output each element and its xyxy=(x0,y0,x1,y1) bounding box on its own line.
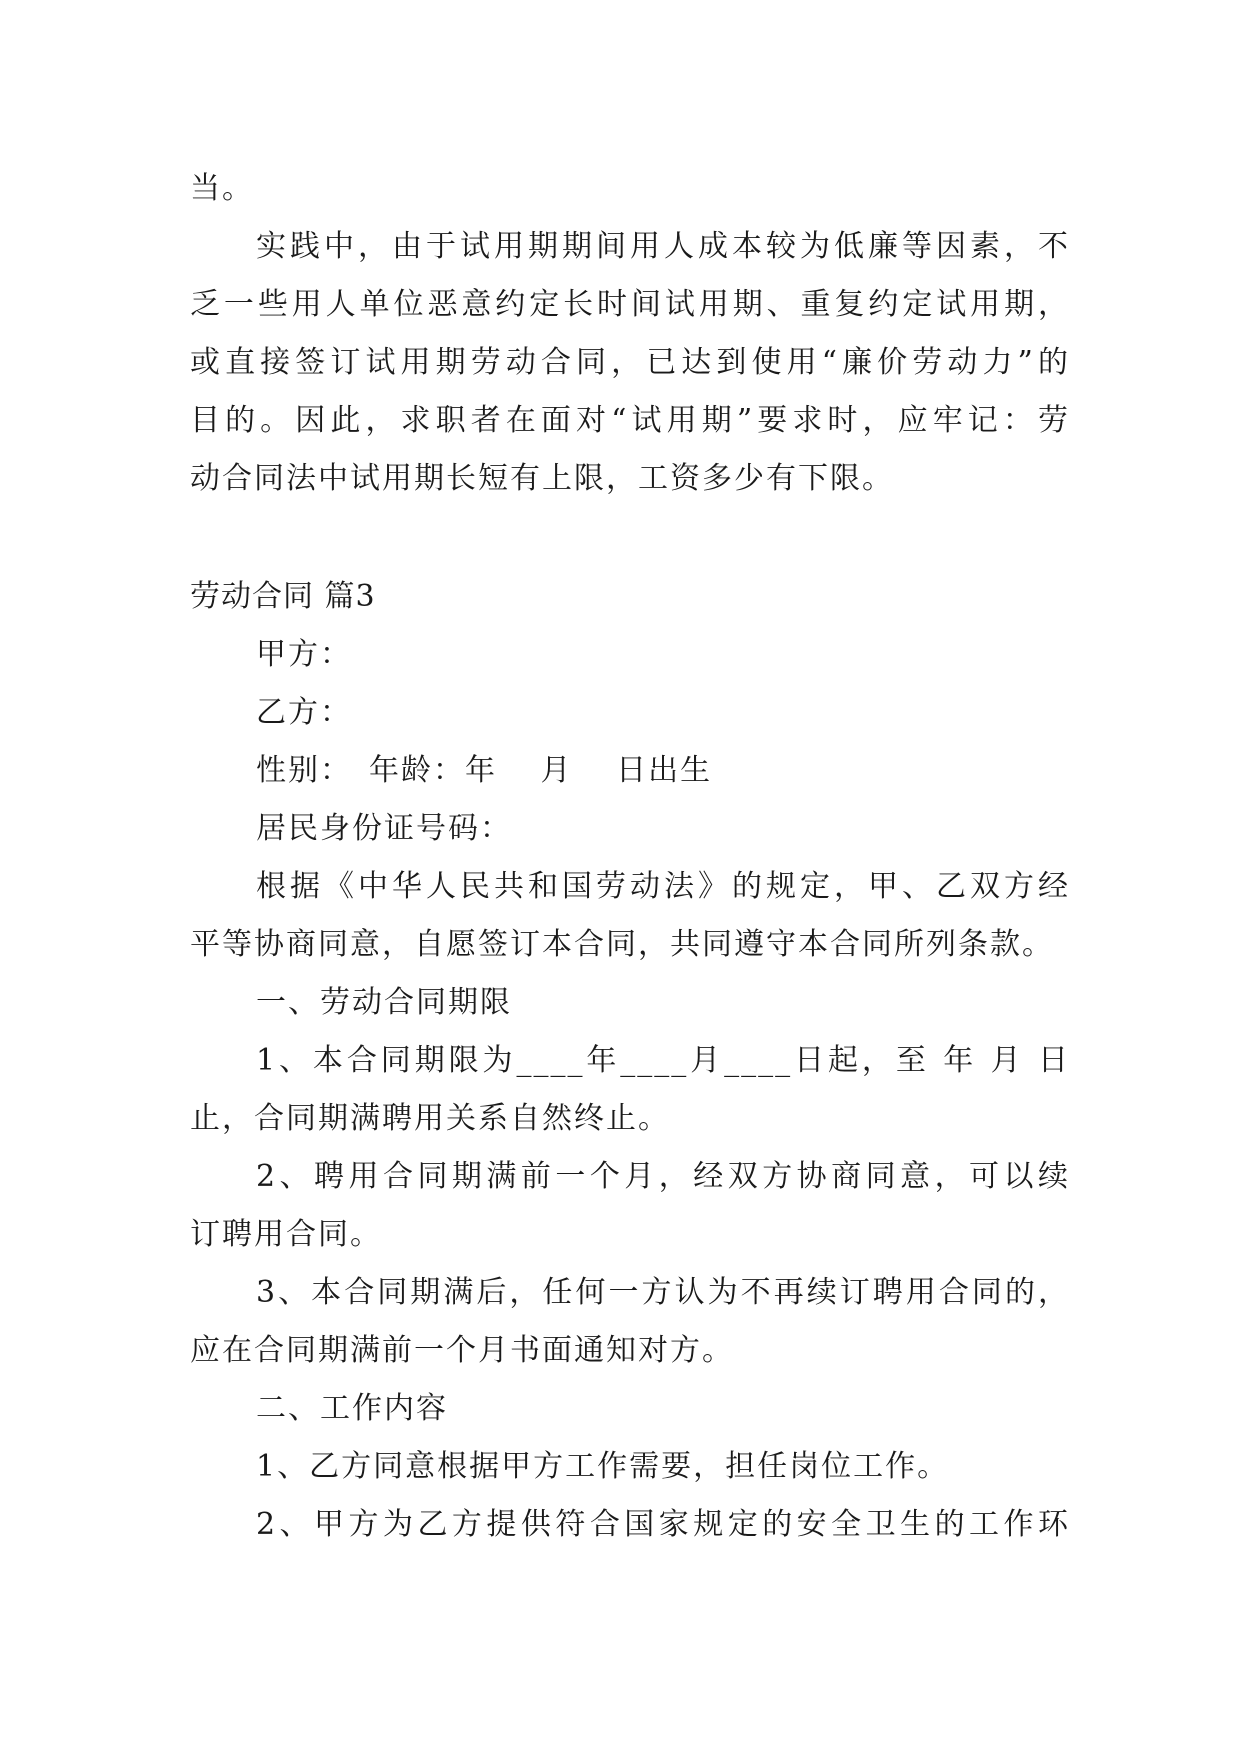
text-line: 根据《中华人民共和国劳动法》的规定，甲、乙双方经 xyxy=(256,869,1070,904)
text-line: 2、甲方为乙方提供符合国家规定的安全卫生的工作环 xyxy=(256,1507,1070,1542)
clause-heading: 二、工作内容 xyxy=(256,1391,448,1426)
text-line: 止，合同期满聘用关系自然终止。 xyxy=(190,1101,670,1136)
text-line: 实践中，由于试用期期间用人成本较为低廉等因素，不 xyxy=(256,229,1070,264)
party-b-label: 乙方： xyxy=(256,695,352,730)
text-line: 动合同法中试用期长短有上限，工资多少有下限。 xyxy=(190,461,894,496)
document-page xyxy=(190,160,1070,1554)
section-title: 劳动合同 篇3 xyxy=(190,579,376,614)
clause-heading: 一、劳动合同期限 xyxy=(256,985,512,1020)
gender-age-line: 性别： 年龄：年 月 日出生 xyxy=(256,753,713,788)
text-line: 当。 xyxy=(190,171,254,206)
text-line: 1、乙方同意根据甲方工作需要，担任岗位工作。 xyxy=(256,1449,950,1484)
text-line: 或直接签订试用期劳动合同，已达到使用“廉价劳动力”的 xyxy=(190,345,1070,380)
text-line: 平等协商同意，自愿签订本合同，共同遵守本合同所列条款。 xyxy=(190,927,1054,962)
text-line: 目的。因此，求职者在面对“试用期”要求时，应牢记：劳 xyxy=(190,403,1070,438)
party-a-label: 甲方： xyxy=(256,637,352,672)
text-line: 订聘用合同。 xyxy=(190,1217,382,1252)
id-number-label: 居民身份证号码： xyxy=(256,811,512,846)
text-line: 2、聘用合同期满前一个月，经双方协商同意，可以续 xyxy=(256,1159,1070,1194)
text-line: 1、本合同期限为____年____月____日起，至 年 月 日 xyxy=(256,1043,1070,1078)
section-spacer xyxy=(190,508,1070,568)
text-line: 应在合同期满前一个月书面通知对方。 xyxy=(190,1333,734,1368)
text-line: 3、本合同期满后，任何一方认为不再续订聘用合同的， xyxy=(256,1275,1070,1310)
text-line: 乏一些用人单位恶意约定长时间试用期、重复约定试用期， xyxy=(190,287,1070,322)
